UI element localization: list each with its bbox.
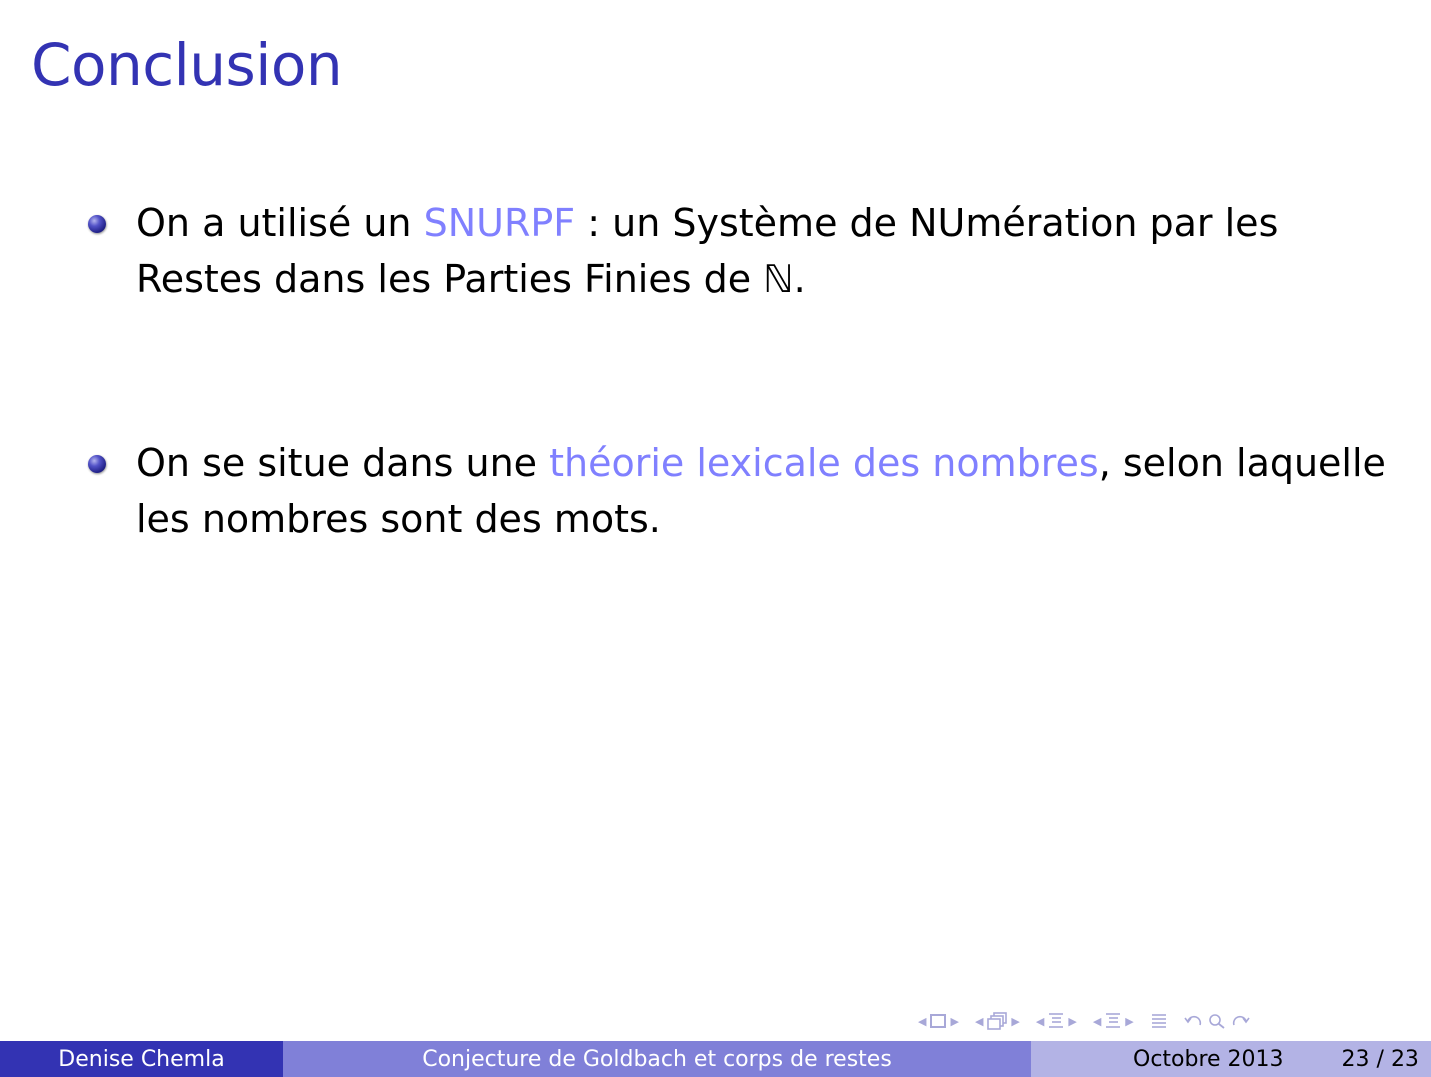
footer-date: Octobre 2013	[1133, 1046, 1284, 1072]
bullet-text: On a utilisé un	[136, 201, 424, 245]
subsection-nav-icon[interactable]	[986, 1012, 1008, 1030]
left-arrow-icon[interactable]: ◀	[1092, 1014, 1102, 1028]
search-nav[interactable]	[1184, 1012, 1250, 1030]
outline-icon[interactable]	[1150, 1012, 1168, 1030]
footer	[0, 1041, 1431, 1077]
right-arrow-icon[interactable]: ▶	[1125, 1014, 1134, 1028]
document-nav-icon[interactable]	[1104, 1012, 1122, 1030]
subsection-nav[interactable]	[975, 1012, 1020, 1030]
search-icon[interactable]	[1207, 1012, 1227, 1030]
bullet-text: .	[793, 257, 806, 301]
undo-icon[interactable]	[1184, 1012, 1204, 1030]
redo-icon[interactable]	[1230, 1012, 1250, 1030]
footer-right	[1031, 1041, 1431, 1077]
bullet-highlight: théorie lexicale des nombres	[549, 441, 1099, 485]
footer-title: Conjecture de Goldbach et corps de restes	[283, 1041, 1031, 1077]
slide-title: Conclusion	[31, 31, 343, 99]
left-arrow-icon[interactable]: ◀	[1035, 1014, 1045, 1028]
right-arrow-icon[interactable]: ▶	[1011, 1014, 1020, 1028]
left-arrow-icon[interactable]: ◀	[974, 1014, 984, 1028]
frame-nav[interactable]	[918, 1013, 959, 1029]
right-arrow-icon[interactable]: ▶	[1068, 1014, 1077, 1028]
bullet-ball-icon	[88, 215, 106, 233]
left-arrow-icon[interactable]: ◀	[918, 1014, 927, 1028]
bullet-text: , selon laquelle les nombres sont des mots.	[136, 441, 1386, 541]
section-nav[interactable]	[1036, 1012, 1077, 1030]
navigation-symbols	[918, 1010, 1262, 1032]
right-arrow-icon[interactable]: ▶	[950, 1014, 959, 1028]
bullet-highlight: SNURPF	[423, 201, 576, 245]
bullet-list	[88, 195, 1398, 547]
bullet-item	[88, 195, 1398, 307]
outline-nav[interactable]	[1150, 1012, 1168, 1030]
page-number: 23 / 23	[1341, 1046, 1419, 1072]
section-nav-icon[interactable]	[1047, 1012, 1065, 1030]
document-nav[interactable]	[1093, 1012, 1134, 1030]
bullet-ball-icon	[88, 455, 106, 473]
bullet-item	[88, 435, 1398, 547]
bullet-text: : un Système de NUmération par les Restes dans les Parties Finies de	[136, 201, 1279, 301]
math-symbol: ℕ	[763, 257, 794, 301]
footer-author: Denise Chemla	[0, 1041, 283, 1077]
bullet-text: On se situe dans une	[136, 441, 550, 485]
frame-nav-icon[interactable]	[929, 1013, 947, 1029]
